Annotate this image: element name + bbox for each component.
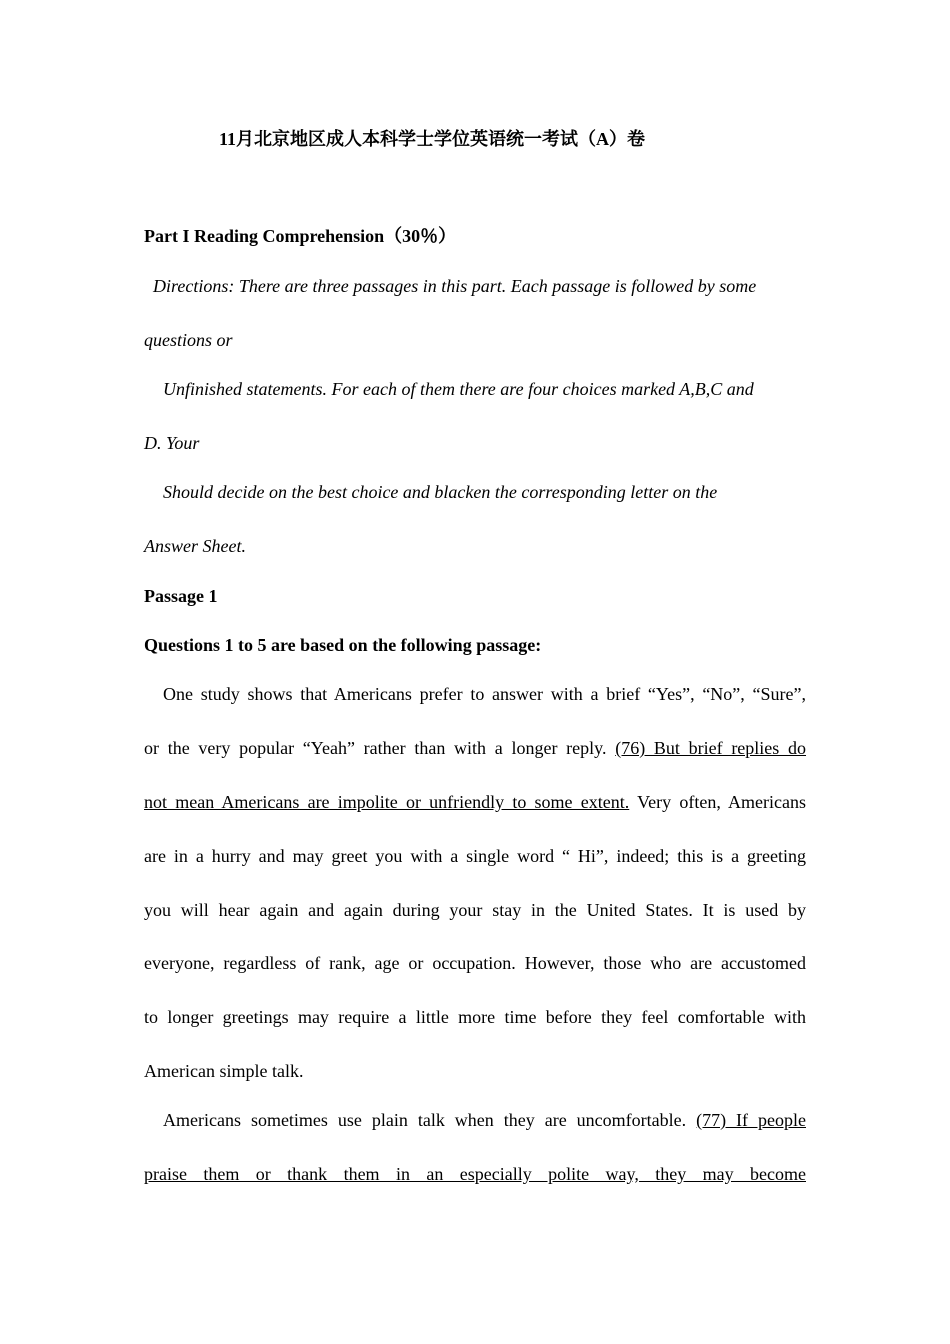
- paragraph-1-line-3: [144, 790, 806, 814]
- part-heading: Part I Reading Comprehension（30％）: [144, 226, 457, 246]
- paragraph-1-line-4: are in a hurry and may greet you with a single word “ Hi”, indeed; this is a greeting: [144, 846, 806, 866]
- underlined-sentence-77: (77) If people: [696, 1110, 806, 1130]
- paragraph-1-line-6: everyone, regardless of rank, age or occupation. However, those who are accustomed: [144, 953, 806, 973]
- questions-heading: Questions 1 to 5 are based on the following passage:: [144, 635, 542, 655]
- directions-line-2: questions or: [144, 330, 233, 350]
- underlined-sentence-76-cont: not mean Americans are impolite or unfriendly to some extent.: [144, 792, 630, 812]
- paragraph-1-line-2: [144, 736, 806, 760]
- paragraph-1-line-8: American simple talk.: [144, 1061, 304, 1081]
- underlined-sentence-76: (76) But brief replies do: [615, 738, 807, 758]
- plain-text: Very often, Americans: [637, 792, 807, 812]
- directions-line-4: D. Your: [144, 433, 200, 453]
- directions-line-1: Directions: There are three passages in this part. Each passage is followed by some: [153, 276, 757, 296]
- paragraph-1-line-5: you will hear again and again during your stay in the United States. It is used by: [144, 900, 806, 920]
- paragraph-2-line-1: [144, 1108, 806, 1132]
- page-title: 11月北京地区成人本科学士学位英语统一考试（A）卷: [219, 129, 646, 149]
- plain-text: Americans sometimes use plain talk when they are uncomfortable.: [163, 1110, 687, 1130]
- passage-heading: Passage 1: [144, 586, 218, 606]
- paragraph-2-line-2: praise them or thank them in an especially polite way, they may become: [144, 1164, 806, 1184]
- paragraph-1-line-1: One study shows that Americans prefer to answer with a brief “Yes”, “No”, “Sure”,: [163, 684, 806, 704]
- plain-text: or the very popular “Yeah” rather than with a longer reply.: [144, 738, 607, 758]
- directions-line-6: Answer Sheet.: [144, 536, 246, 556]
- directions-line-3: Unfinished statements. For each of them there are four choices marked A,B,C and: [163, 379, 754, 399]
- paragraph-1-line-7: to longer greetings may require a little more time before they feel comfortable with: [144, 1007, 806, 1027]
- directions-line-5: Should decide on the best choice and blacken the corresponding letter on the: [163, 482, 718, 502]
